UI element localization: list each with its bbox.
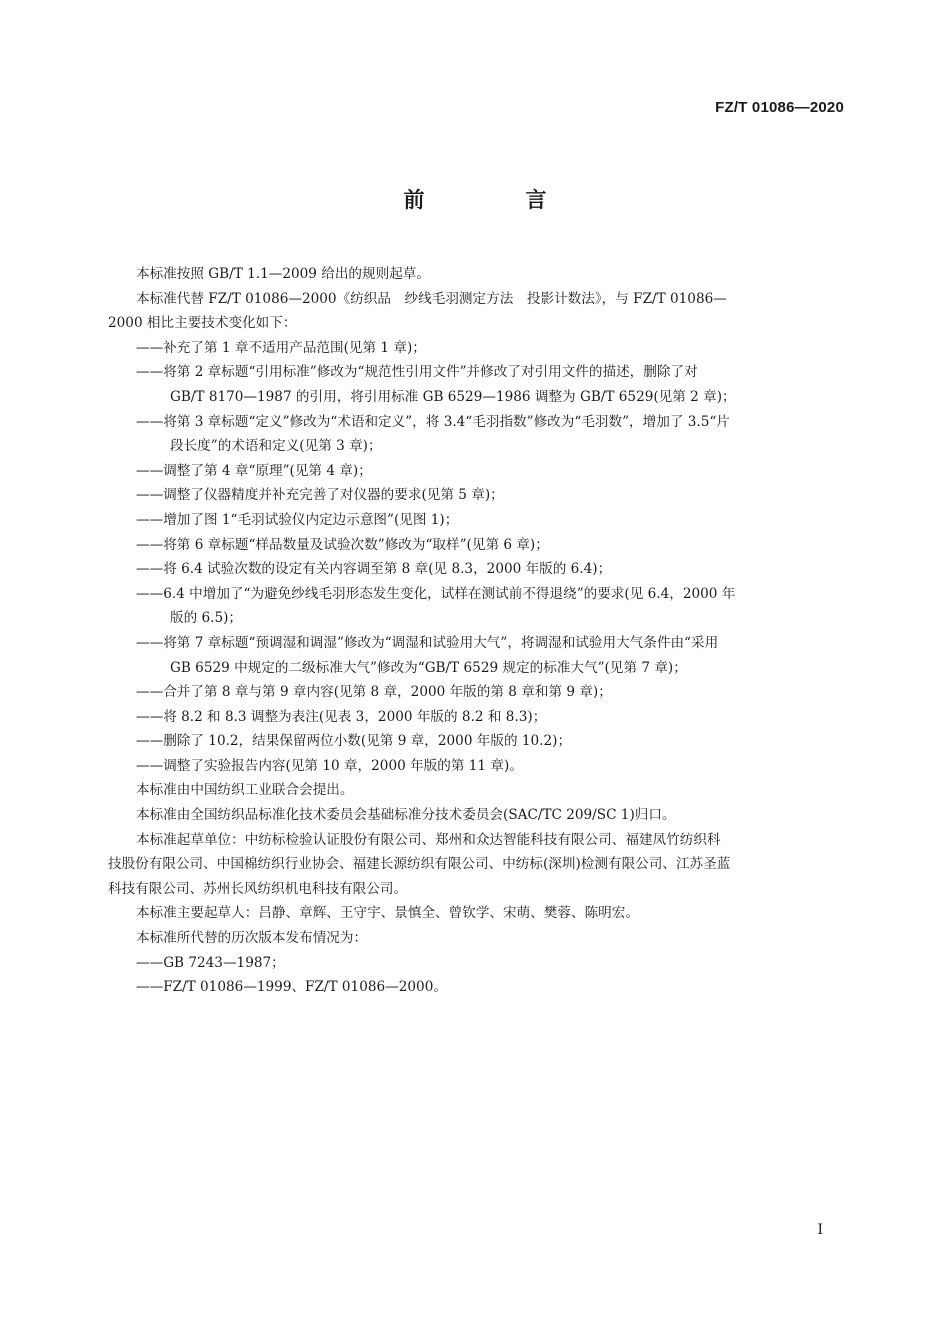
change-list-line: ——将第 2 章标题“引用标准”修改为“规范性引用文件”并修改了对引用文件的描述，删除了对: [136, 364, 698, 381]
paragraph-line: 科技有限公司、苏州长风纺织机电科技有限公司。: [108, 880, 408, 897]
paragraph-line: 本标准由中国纺织工业联合会提出。: [136, 782, 354, 799]
change-list-line: ——将第 6 章标题“样品数量及试验次数”修改为“取样”(见第 6 章)；: [136, 536, 549, 553]
change-list-line: 段长度”的术语和定义(见第 3 章)；: [170, 438, 382, 455]
change-list-line: ——将 8.2 和 8.3 调整为表注(见表 3，2000 年版的 8.2 和 8.3)；: [136, 708, 547, 725]
change-list-line: ——6.4 中增加了“为避免纱线毛羽形态发生变化，试样在测试前不得退绕”的要求(见 6.4，2000 年: [136, 585, 736, 602]
change-list-line: GB/T 8170—1987 的引用，将引用标准 GB 6529—1986 调整为 GB/T 6529(见第 2 章)；: [170, 388, 736, 405]
paragraph-line: 技股份有限公司、中国棉纺织行业协会、福建长源纺织有限公司、中纺标(深圳)检测有限公司、江苏圣蓝: [108, 856, 731, 873]
change-list-line: ——将第 3 章标题“定义”修改为“术语和定义”，将 3.4“毛羽指数”修改为“毛羽数”，增加了 3.5“片: [136, 413, 730, 430]
paragraph-line: 本标准按照 GB/T 1.1—2009 给出的规则起草。: [136, 266, 430, 282]
change-list-line: ——调整了仪器精度并补充完善了对仪器的要求(见第 5 章)；: [136, 487, 504, 504]
paragraph-line: 本标准所代替的历次版本发布情况为：: [136, 930, 368, 947]
change-list-line: ——调整了实验报告内容(见第 10 章，2000 年版的第 11 章)。: [136, 757, 523, 774]
change-list-line: ——将第 7 章标题“预调湿和调湿”修改为“调湿和试验用大气”，将调湿和试验用大气条件由“采用: [136, 634, 719, 651]
change-list-line: GB 6529 中规定的二级标准大气”修改为“GB/T 6529 规定的标准大气”(见第 7 章)；: [170, 659, 687, 676]
paragraph-line: 本标准起草单位：中纺标检验认证股份有限公司、郑州和众达智能科技有限公司、福建凤竹纺织科: [136, 831, 721, 848]
change-list-line: 版的 6.5)；: [170, 610, 243, 627]
standard-code: FZ/T 01086—2020: [715, 99, 844, 116]
change-list-line: ——补充了第 1 章不适用产品范围(见第 1 章)；: [136, 339, 426, 356]
page-number: I: [817, 1222, 823, 1238]
change-list-line: ——合并了第 8 章与第 9 章内容(见第 8 章，2000 年版的第 8 章和第 9 章)；: [136, 684, 612, 701]
change-list-line: ——增加了图 1“毛羽试验仪内定边示意图”(见图 1)；: [136, 511, 459, 528]
paragraph-line: 本标准由全国纺织品标准化技术委员会基础标准分技术委员会(SAC/TC 209/SC 1)归口。: [136, 807, 676, 824]
page-title: 前 言: [403, 188, 587, 212]
change-list-line: ——删除了 10.2，结果保留两位小数(见第 9 章，2000 年版的 10.2)；: [136, 733, 572, 750]
paragraph-line: 2000 相比主要技术变化如下：: [108, 315, 297, 332]
paragraph-line: 本标准代替 FZ/T 01086—2000《纺织品 纱线毛羽测定方法 投影计数法》，与 FZ/T 01086—: [136, 290, 727, 307]
change-list-line: ——FZ/T 01086—1999、FZ/T 01086—2000。: [136, 979, 447, 996]
foreword-body: [108, 262, 843, 1000]
change-list-line: ——将 6.4 试验次数的设定有关内容调至第 8 章(见 8.3，2000 年版的 6.4)；: [136, 561, 612, 578]
change-list-line: ——GB 7243—1987；: [136, 954, 285, 971]
paragraph-line: 本标准主要起草人：吕静、章辉、王守宇、景慎全、曾钦学、宋萌、樊蓉、陈明宏。: [136, 905, 639, 922]
change-list-line: ——调整了第 4 章“原理”(见第 4 章)；: [136, 462, 372, 479]
